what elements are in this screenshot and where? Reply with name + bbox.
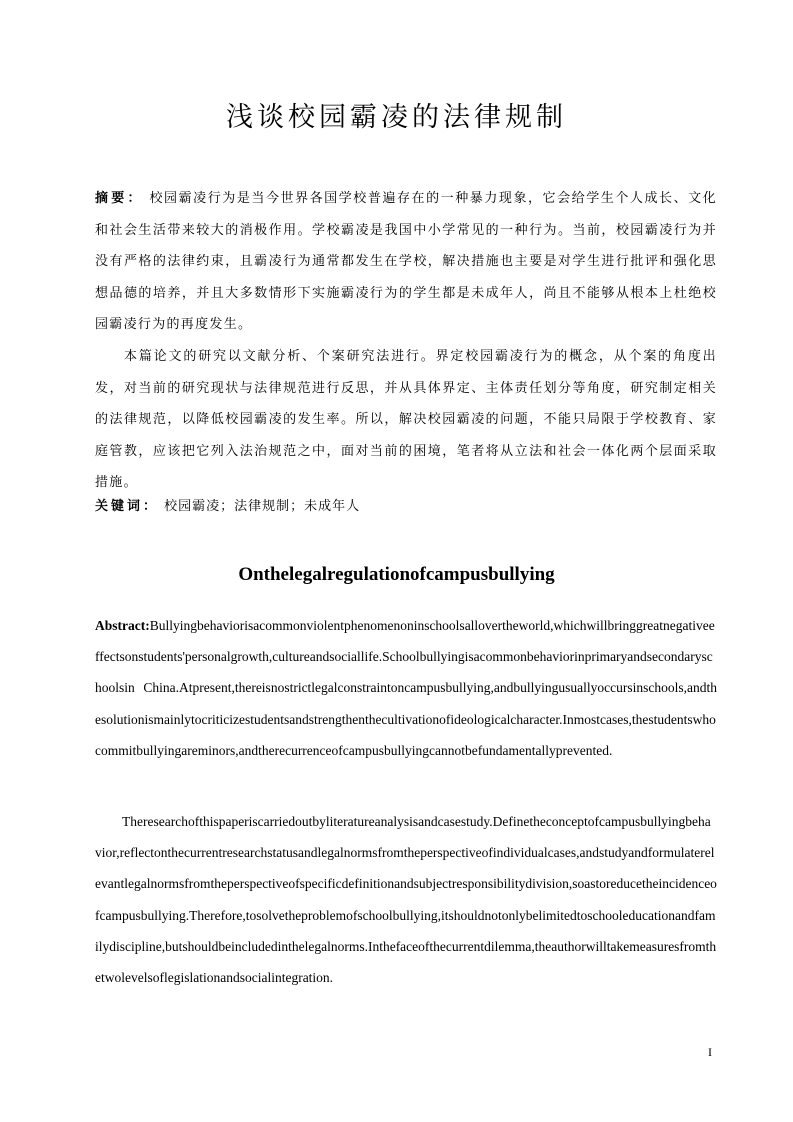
page-number: I: [708, 1045, 712, 1059]
chinese-abstract-paragraph-2: 本篇论文的研究以文献分析、个案研究法进行。界定校园霸凌行为的概念，从个案的角度出发，对当前的研究现状与法律规范进行反思，并从具体界定、主体责任划分等角度，研究制定相关的法律规范，以降低校园霸凌的发生率。所以，解决校园霸凌的问题，不能只局限于学校教育、家庭管教，应该把它列入法治规范之中，面对当前的困境，笔者将从立法和社会一体化两个层面采取措施。: [95, 349, 717, 490]
chinese-title: 浅谈校园霸凌的法律规制: [226, 102, 567, 133]
english-abstract-paragraph-2: Theresearchofthispaperiscarriedoutbyliteratureanalysisandcasestudy.Definetheconceptofcampusbullyingbehavior,reflectonthecurrentresearchstatusandlegalnormsfromtheperspectiveofindividualcases,andstudyandformulaterelevantlegalnormsfromtheperspectiveofspecificdefinitionandsubjectresponsibilitydivision,soastoreducetheincidenceofcampusbullying.Therefore,tosolvetheproblemofschoolbullying,itshouldnotonlybelimitedtoschooleducationandfamilydiscipline,butshouldbeincludedinthelegalnorms.Inthefaceofthecurrentdilemma,theauthorwilltakemeasuresfromthetwolevelsoflegislationandsocialintegration.: [95, 814, 717, 986]
english-abstract-text-1: Bullyingbehaviorisacommonviolentphenomenoninschoolsallovertheworld,whichwillbringgreatnegativeeffectsonstudents'personalgrowth,cultureandsociallife.Schoolbullyingisacommonbehaviorinprimaryandsecondaryschoolsin China.Atpresent,thereisnostrictlegalconstraintoncampusbullying,andbullyingusuallyoccursinschools,andthesolutionismainlytocriticizestudentsandstrengthenthecultivationofideologicalcharacter.Inmostcases,thestudentswhocommitbullyingareminors,andtherecurrenceofcampusbullyingcannotbefundamentallyprevented.: [95, 618, 717, 758]
english-title: Onthelegalregulationofcampusbullying: [238, 564, 555, 585]
chinese-keywords-text: 校园霸凌；法律规制；未成年人: [164, 499, 361, 514]
chinese-abstract-text-1: 校园霸凌行为是当今世界各国学校普遍存在的一种暴力现象，它会给学生个人成长、文化和社会生活带来较大的消极作用。学校霸凌是我国中小学常见的一种行为。当前，校园霸凌行为并没有严格的法律约束，且霸凌行为通常都发生在学校，解决措施也主要是对学生进行批评和强化思想品德的培养，并且大多数情形下实施霸凌行为的学生都是未成年人，尚且不能够从根本上杜绝校园霸凌行为的再度发生。: [95, 191, 717, 332]
chinese-abstract-label: 摘要：: [95, 191, 144, 206]
chinese-keywords: [95, 491, 360, 522]
english-abstract-paragraph-1: [95, 610, 717, 766]
english-abstract-label: Abstract:: [95, 618, 150, 633]
chinese-abstract-paragraph-1: [95, 183, 717, 341]
chinese-keywords-label: 关键词：: [95, 499, 160, 514]
